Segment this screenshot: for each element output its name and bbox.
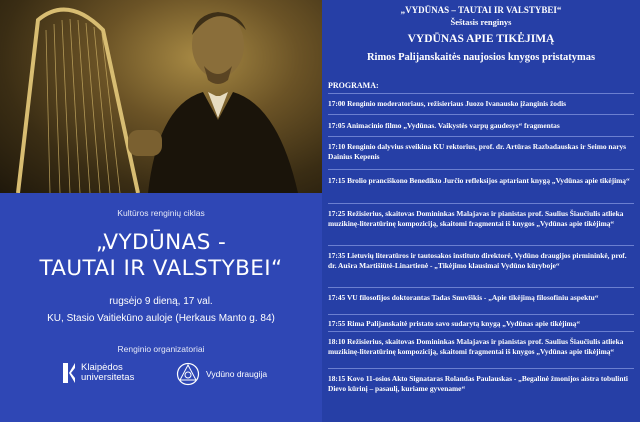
event-number: Šeštasis renginys [450, 17, 512, 27]
vydunas-society-name: Vydūno draugija [206, 369, 268, 379]
event-cycle-label: Kultūros renginių ciklas [117, 208, 205, 218]
event-series-title [0, 230, 322, 282]
divider [328, 314, 634, 315]
series-heading: „VYDŪNAS – TAUTAI IR VALSTYBEI“ [400, 5, 562, 15]
program-item: 17:55 Rima Palijanskaitė pristato savo sudarytą knygą „Vydūnas apie tikėjimą“ [328, 319, 581, 328]
poster-right-panel [322, 0, 640, 422]
program-item: 17:15 Brolio pranciškono Benedikto Jurčio refleksijos aptariant knygą „Vydūnas apie tikėjimą“ [328, 176, 630, 185]
ku-logo-icon [62, 362, 76, 384]
divider [328, 245, 634, 246]
ku-logo-line-1: Klaipėdos [81, 362, 123, 373]
title-line-1: „VYDŪNAS - [95, 230, 227, 255]
divider [328, 169, 634, 170]
program-item: 18:10 Režisierius, skaitovas Domininkas Malajavas ir pianistas prof. Saulius Šiaučiulis atlieka muzikinę-literatūrinę kompoziciją, skaitomi fragmentai iš knygos „Vydūnas apie tikėjimą“ [328, 337, 624, 356]
program-item: 17:35 Lietuvių literatūros ir tautosakos instituto direktorė, Vydūno draugijos pirmininkė, prof. dr. Aušra Martišiūtė-Linartienė - „Tikėjimo klausimai Vydūno kūryboje“ [328, 251, 627, 270]
program-item: 17:45 VU filosofijos doktorantas Tadas Snuviškis - „Apie tikėjimą filosofiniu aspektu“ [328, 293, 599, 302]
event-date: rugsėjo 9 dieną, 17 val. [109, 296, 213, 307]
event-venue: KU, Stasio Vaitiekūno auloje (Herkaus Manto g. 84) [47, 313, 275, 324]
vydunas-logo-icon [176, 362, 200, 386]
divider [328, 136, 634, 137]
divider [328, 368, 634, 369]
organizers-label: Renginio organizatoriai [117, 344, 205, 354]
man-portrait-illustration [108, 0, 322, 193]
event-subtitle: Rimos Palijanskaitės naujosios knygos pristatymas [366, 52, 596, 63]
divider [328, 331, 634, 332]
divider [328, 203, 634, 204]
vydunas-with-harp-photo [0, 0, 322, 193]
program-item: 17:05 Animacinio filmo „Vydūnas. Vaikystės varpų gaudesys“ fragmentas [328, 121, 560, 130]
title-line-2: TAUTAI IR VALSTYBEI“ [39, 256, 283, 281]
program-item: 17:25 Režisierius, skaitovas Domininkas Malajavas ir pianistas prof. Saulius Šiaučiulis atlieka muzikinę-literatūrinę kompoziciją, skaitomi fragmentai iš knygos „Vydūnas apie tikėjimą“ [328, 209, 624, 228]
divider [328, 287, 634, 288]
program-item: 17:00 Renginio moderatoriaus, režisieriaus Juozo Ivanausko įžanginis žodis [328, 99, 567, 108]
klaipeda-university-logo [62, 362, 134, 384]
ku-logo-text [81, 363, 134, 383]
program-heading: PROGRAMA: [328, 81, 379, 90]
program-item: 17:10 Renginio dalyvius sveikina KU rektorius, prof. dr. Artūras Razbadauskas ir Seimo narys Dainius Kepenis [328, 142, 627, 161]
vydunas-society-logo [176, 362, 267, 386]
ku-logo-line-2: universitetas [81, 372, 135, 383]
program-item: 18:15 Kovo 11-osios Akto Signataras Rolandas Paulauskas - „Begalinė žmonijos aistra tobulinti Dievo kūrinį – pasaulį, kuriame gyvename“ [328, 374, 628, 393]
event-title: VYDŪNAS APIE TIKĖJIMĄ [407, 33, 555, 45]
divider [328, 93, 634, 94]
divider [328, 114, 634, 115]
